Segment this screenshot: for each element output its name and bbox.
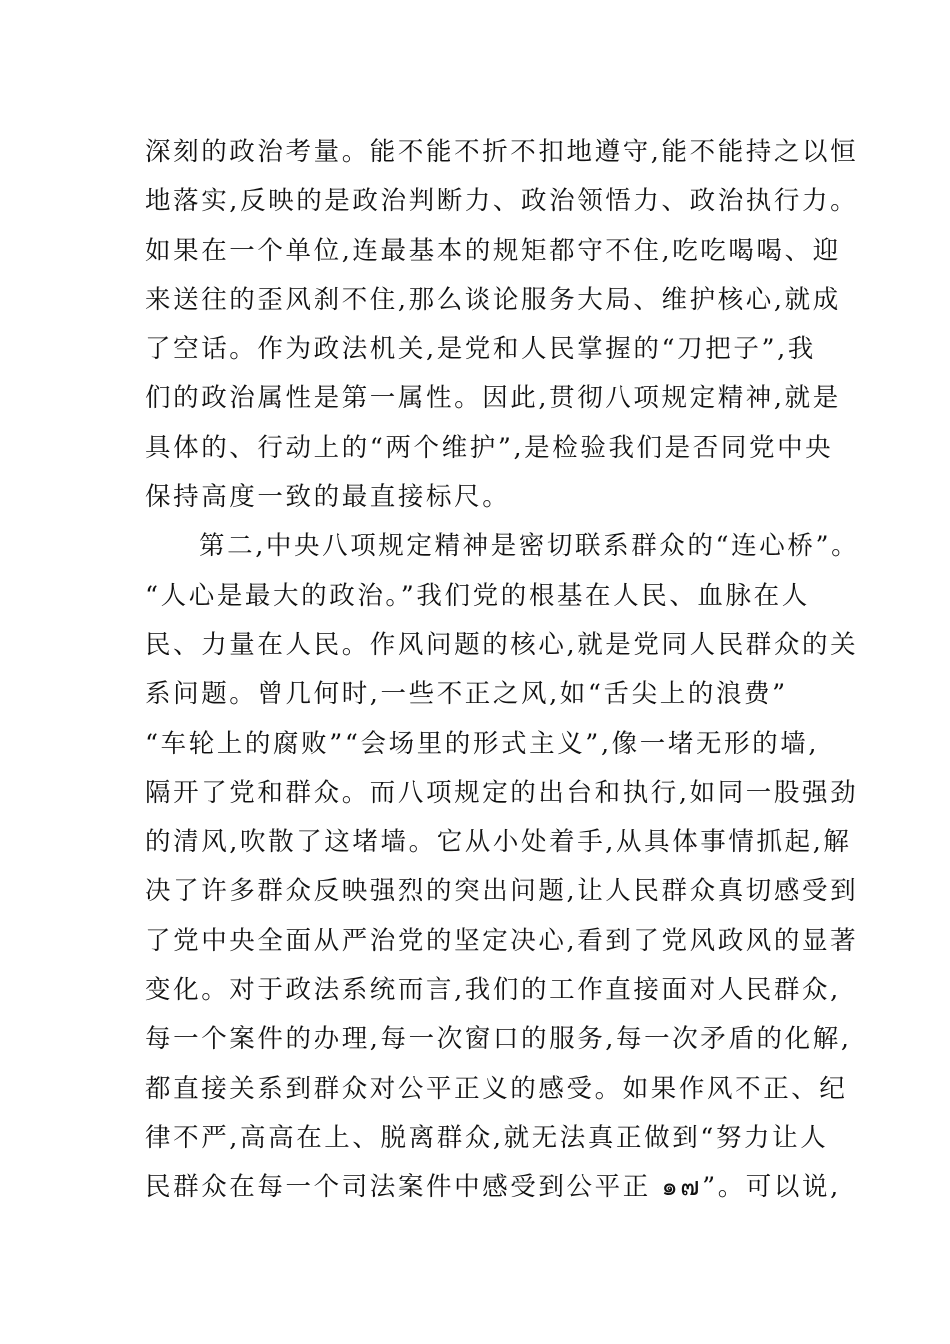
text-line: 们的政治属性是第一属性。因此,贯彻八项规定精神,就是 [145,383,841,414]
text-line: 隔开了党和群众。而八项规定的出台和执行,如同一股强劲 [145,777,859,808]
text-line: 变化。对于政法系统而言,我们的工作直接面对人民群众, [145,975,841,1006]
text-line: 地落实,反映的是政治判断力、政治领悟力、政治执行力。 [145,186,859,217]
text-line: 了党中央全面从严治党的坚定决心,看到了党风政风的显著 [145,925,859,956]
text-line: 系问题。曾几何时,一些不正之风,如“舌尖上的浪费” [145,679,788,710]
text-line: 的清风,吹散了这堵墙。它从小处着手,从具体事情抓起,解 [145,827,852,858]
text-line: 深刻的政治考量。能不能不折不扣地遵守,能不能持之以恒 [145,137,859,167]
text-line: 如果在一个单位,连最基本的规矩都守不住,吃吃喝喝、迎 [145,235,841,266]
text-line: 了空话。作为政法机关,是党和人民掌握的“刀把子”,我 [145,334,816,365]
text-line: 来送往的歪风刹不住,那么谈论服务大局、维护核心,就成 [145,284,841,315]
text-line: “车轮上的腐败”“会场里的形式主义”,像一堵无形的墙, [145,728,820,759]
text-line: 民、力量在人民。作风问题的核心,就是党同人民群众的关 [145,629,859,660]
body-text [145,128,860,1213]
text-line: 律不严,高高在上、脱离群众,就无法真正做到“努力让人 [145,1122,829,1153]
text-line: 第二,中央八项规定精神是密切联系群众的“连心桥”。 [199,531,860,562]
text-line: 都直接关系到群众对公平正义的感受。如果作风不正、纪 [145,1073,848,1104]
text-line: 保持高度一致的最直接标尺。 [145,482,511,513]
text-line: 每一个案件的办理,每一次窗口的服务,每一次矛盾的化解, [145,1024,852,1055]
text-line: 民群众在每一个司法案件中感受到公平正 ๑๗”。可以说, [145,1172,841,1203]
text-line: “人心是最大的政治。”我们党的根基在人民、血脉在人 [145,580,810,611]
text-line: 决了许多群众反映强烈的突出问题,让人民群众真切感受到 [145,876,859,907]
text-line: 具体的、行动上的“两个维护”,是检验我们是否同党中央 [145,432,834,463]
